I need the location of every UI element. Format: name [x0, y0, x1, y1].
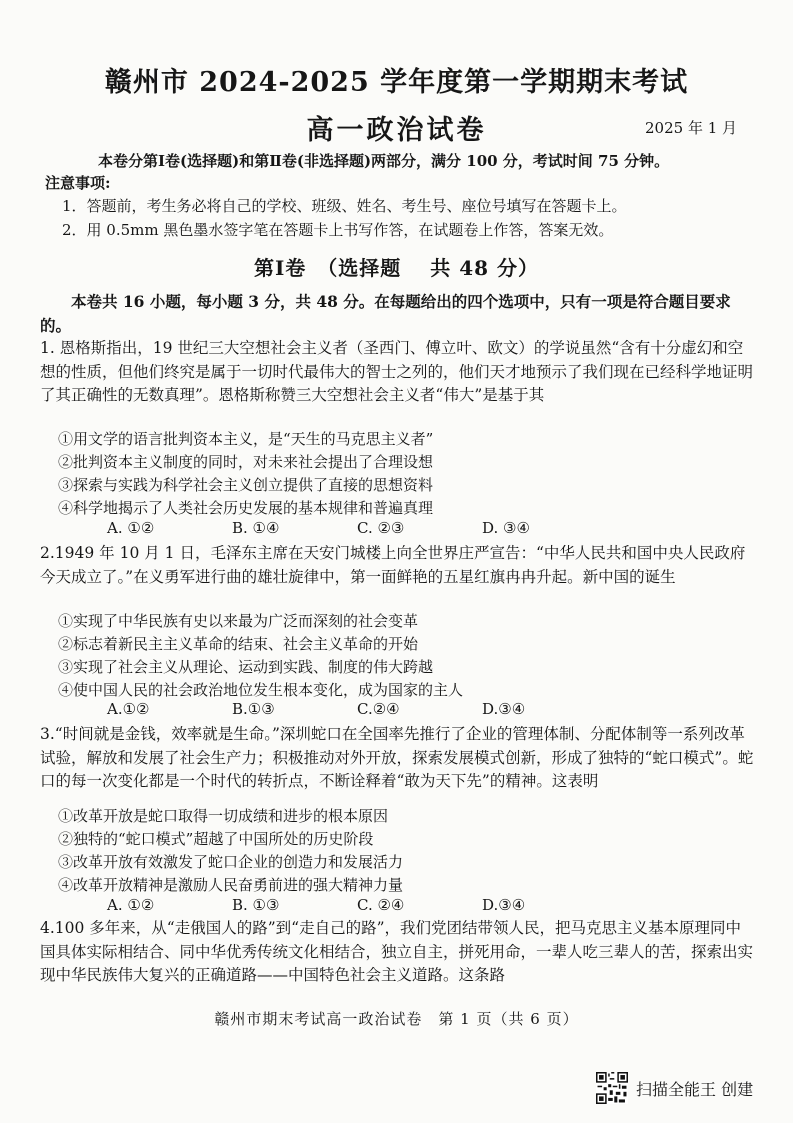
exam-subtitle: 高一政治试卷 — [306, 115, 487, 146]
answer-choices — [107, 896, 607, 914]
question-option: ④使中国人民的社会政治地位发生根本变化，成为国家的主人 — [58, 681, 464, 699]
section-intro: 本卷共 16 小题，每小题 3 分，共 48 分。在每题给出的四个选项中，只有一项是符合题目要求的。 — [40, 292, 731, 335]
exam-intro: 本卷分第Ⅰ卷(选择题)和第Ⅱ卷(非选择题)两部分，满分 100 分，考试时间 75 分钟。 — [98, 152, 670, 170]
question-option: ①实现了中华民族有史以来最为广泛而深刻的社会变革 — [58, 612, 419, 630]
choice-b: B. ①③ — [232, 896, 280, 914]
section-title: 第Ⅰ卷 （选择题 共 48 分） — [253, 256, 540, 280]
choice-c: C. ②③ — [357, 519, 405, 537]
choice-b: B.①③ — [232, 700, 275, 718]
exam-title: 赣州市 2024-2025 学年度第一学期期末考试 — [104, 67, 689, 98]
choice-d: D.③④ — [482, 700, 526, 718]
choice-a: A.①② — [107, 700, 150, 718]
question-stem: 4.100 多年来，从“走俄国人的路”到“走自己的路”，我们党团结带领人民，把马克思主义基本原理同中国具体实际相结合、同中华优秀传统文化相结合，独立自主，拼死用命，一辈人吃三辈人的苦，探索出实现中华民族伟大复兴的正确道路——中国特色社会主义道路。这条路 — [40, 919, 754, 984]
choice-a: A. ①② — [107, 519, 155, 537]
question-stem: 1. 恩格斯指出，19 世纪三大空想社会主义者（圣西门、傅立叶、欧文）的学说虽然“含有十分虚幻和空想的性质，但他们终究是属于一切时代最伟大的智士之列的，他们天才地预示了我们现在已经科学地证明了其正确性的无数真理”。恩格斯称赞三大空想社会主义者“伟大”是基于其 — [40, 339, 754, 404]
qr-code-icon — [596, 1072, 628, 1104]
choice-d: D.③④ — [482, 896, 526, 914]
notice-item: 2．用 0.5mm 黑色墨水签字笔在答题卡上书写作答，在试题卷上作答，答案无效。 — [62, 221, 614, 239]
scanner-label: 扫描全能王 创建 — [636, 1079, 754, 1099]
question-stem: 2.1949 年 10 月 1 日，毛泽东主席在天安门城楼上向全世界庄严宣告：“中华人民共和国中央人民政府今天成立了。”在义勇军进行曲的雄壮旋律中，第一面鲜艳的五星红旗冉冉升起。新中国的诞生 — [40, 544, 746, 586]
question-option: ④科学地揭示了人类社会历史发展的基本规律和普遍真理 — [58, 499, 434, 517]
notice-heading: 注意事项: — [45, 174, 111, 192]
scanner-watermark — [596, 1072, 753, 1104]
answer-choices — [107, 700, 607, 718]
question-option: ①用文学的语言批判资本主义，是“天生的马克思主义者” — [58, 430, 434, 448]
exam-date: 2025 年 1 月 — [645, 119, 738, 137]
notice-item: 1．答题前，考生务必将自己的学校、班级、姓名、考生号、座位号填写在答题卡上。 — [62, 197, 627, 215]
question-option: ②标志着新民主主义革命的结束、社会主义革命的开始 — [58, 635, 419, 653]
question-option: ③改革开放有效激发了蛇口企业的创造力和发展活力 — [58, 853, 404, 871]
choice-d: D. ③④ — [482, 519, 530, 537]
question-option: ③探索与实践为科学社会主义创立提供了直接的思想资料 — [58, 476, 434, 494]
question-option: ③实现了社会主义从理论、运动到实践、制度的伟大跨越 — [58, 658, 434, 676]
choice-c: C.②④ — [357, 700, 400, 718]
question-stem: 3.“时间就是金钱，效率就是生命。”深圳蛇口在全国率先推行了企业的管理体制、分配体制等一系列改革试验，解放和发展了社会生产力；积极推动对外开放，探索发展模式创新，形成了独特的“蛇口模式”。蛇口的每一次变化都是一个时代的转折点，不断诠释着“敢为天下先”的精神。这表明 — [40, 725, 754, 790]
question-option: ①改革开放是蛇口取得一切成绩和进步的根本原因 — [58, 807, 389, 825]
choice-b: B. ①④ — [232, 519, 280, 537]
choice-c: C. ②④ — [357, 896, 405, 914]
question-option: ④改革开放精神是激励人民奋勇前进的强大精神力量 — [58, 876, 404, 894]
choice-a: A. ①② — [107, 896, 155, 914]
question-option: ②独特的“蛇口模式”超越了中国所处的历史阶段 — [58, 830, 374, 848]
question-option: ②批判资本主义制度的同时，对未来社会提出了合理设想 — [58, 453, 434, 471]
answer-choices — [107, 519, 607, 537]
page-footer: 赣州市期末考试高一政治试卷 第 1 页（共 6 页） — [214, 1010, 579, 1028]
